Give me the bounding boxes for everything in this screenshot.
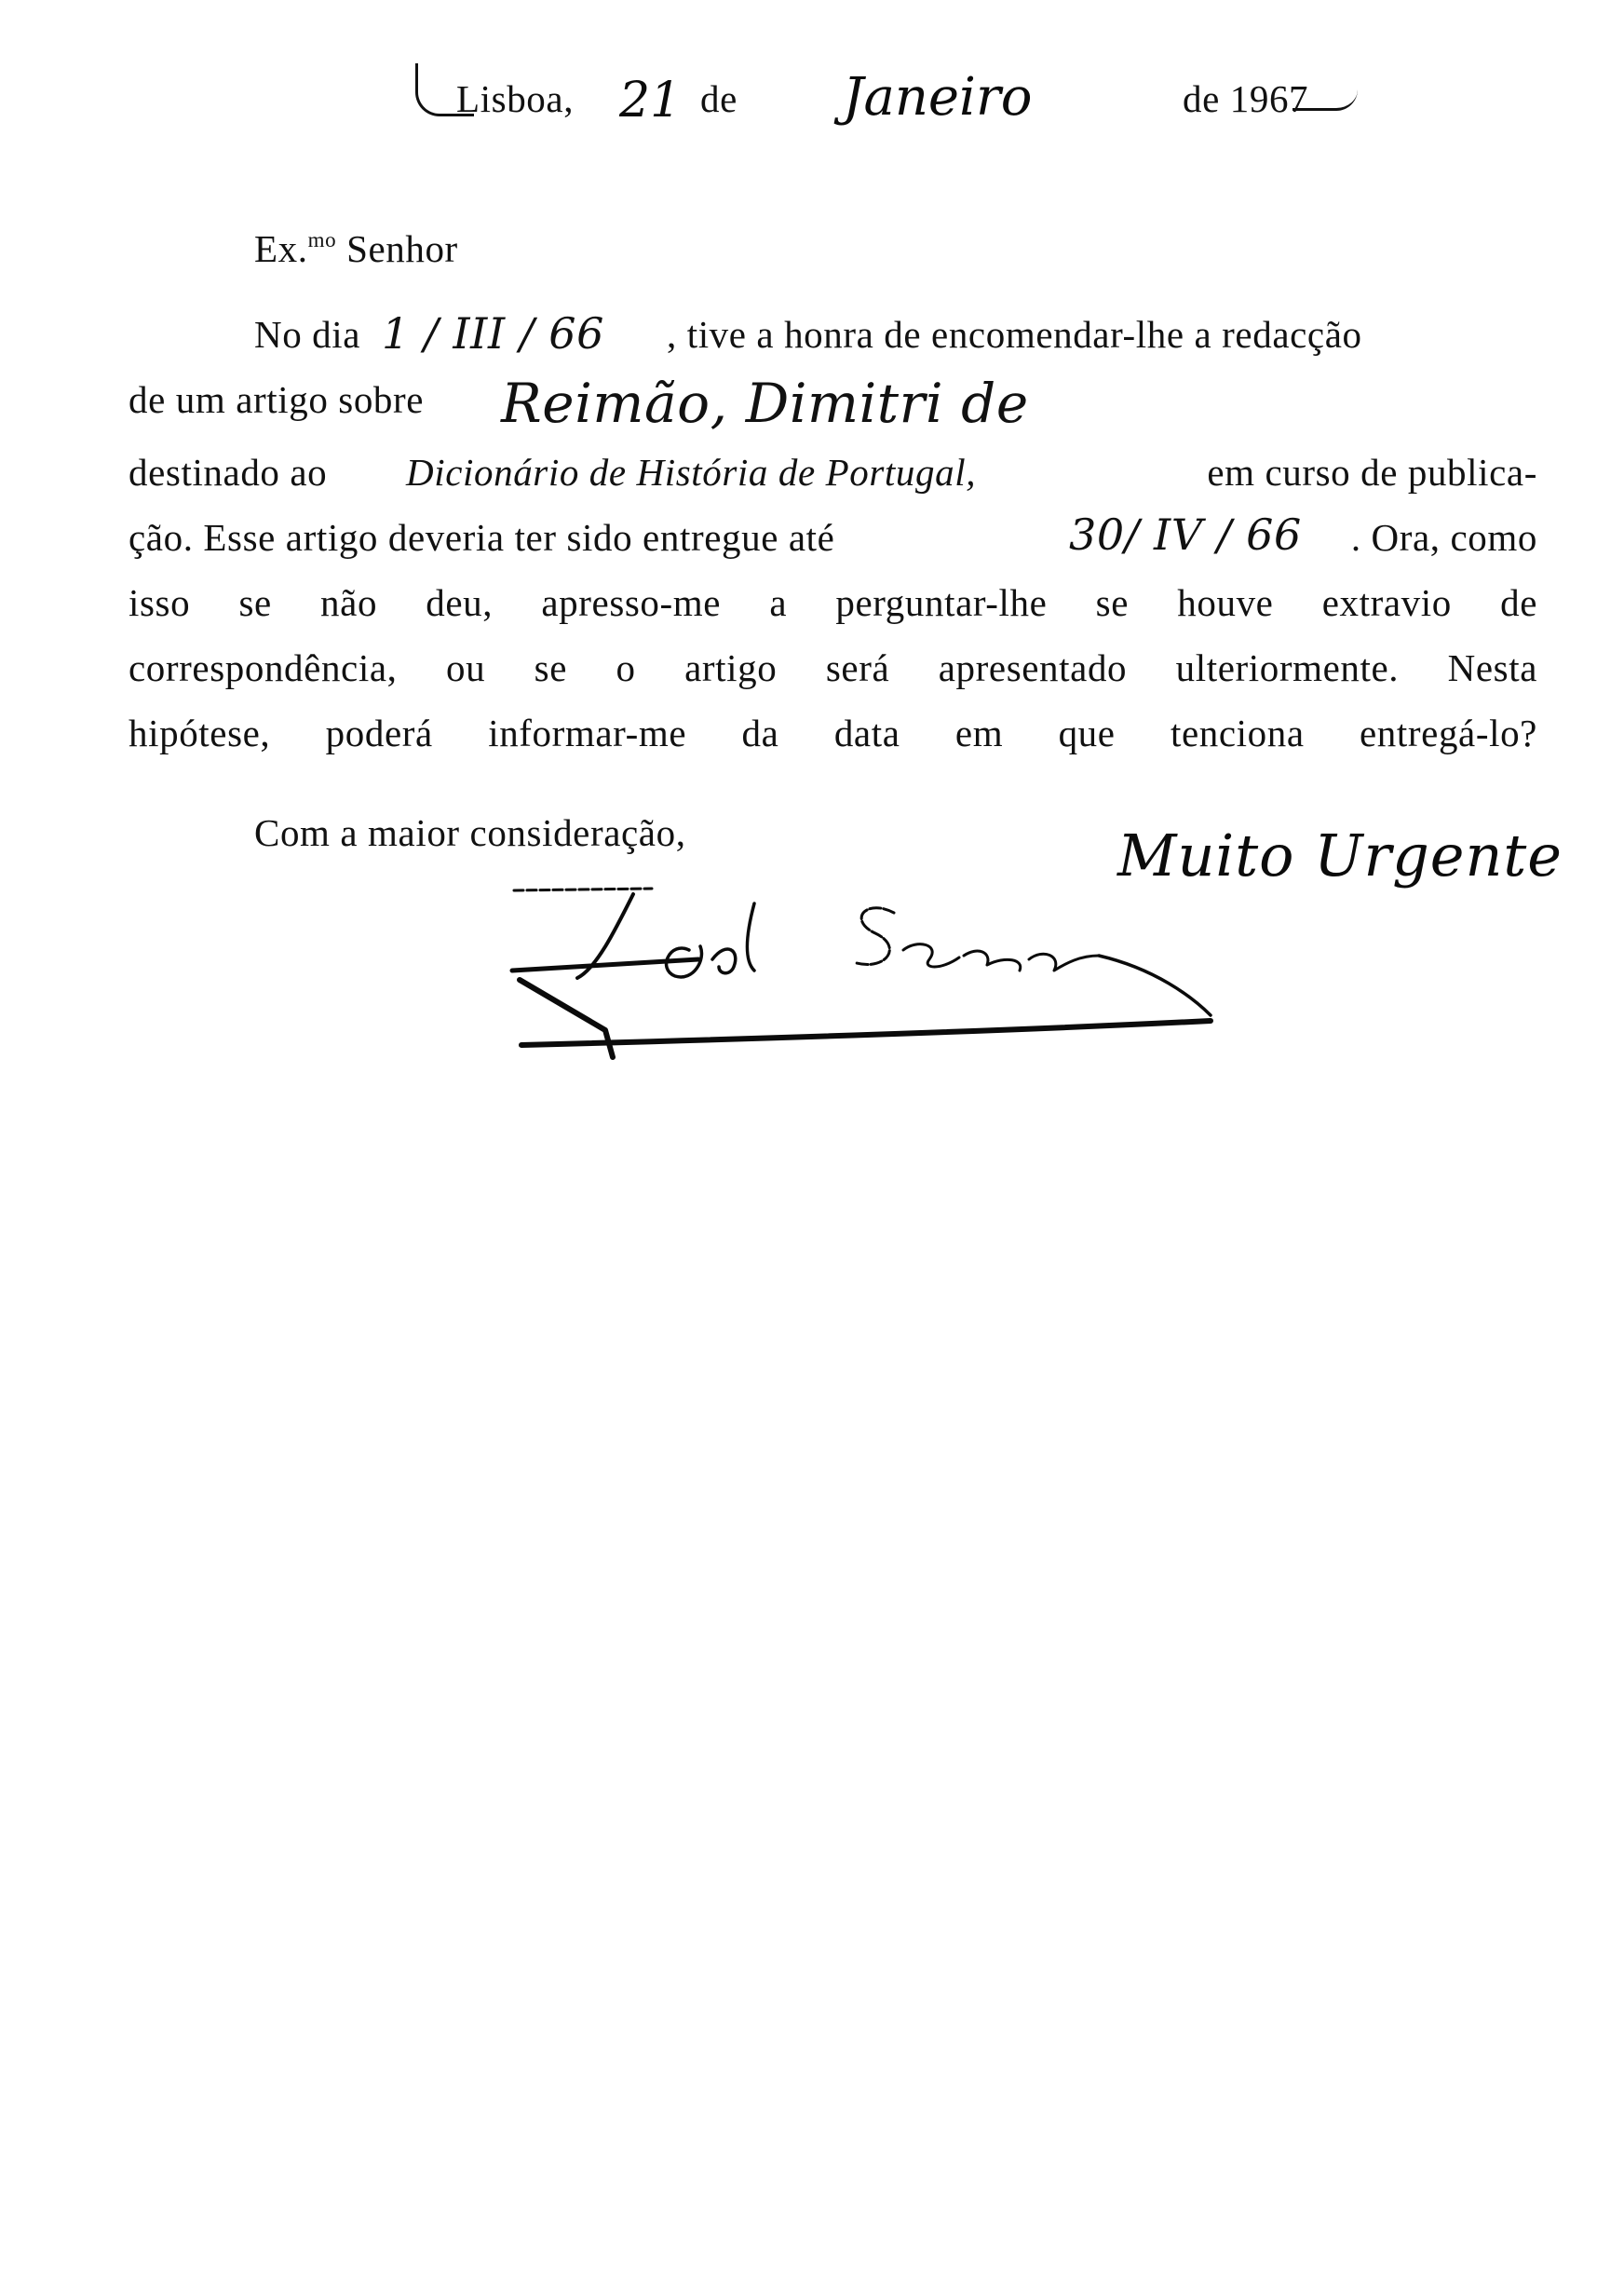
salutation-word: Senhor: [346, 227, 458, 270]
year-pen-stroke: [1292, 89, 1358, 111]
body-line-3: [129, 450, 1537, 506]
header-de: de: [700, 77, 738, 120]
body-line1-end: , tive a honra de encomendar-lhe a redacção: [667, 313, 1362, 356]
body-line3-end: em curso de publica-: [1207, 451, 1537, 494]
body-line-6: correspondência, ou se o artigo será apresentado ulteriormente. Nesta: [129, 646, 1537, 689]
header-year: de 1967: [1183, 77, 1309, 120]
salutation-prefix: Ex.: [254, 227, 308, 270]
closing-line: Com a maior consideração,: [254, 811, 686, 854]
handwritten-signature: [503, 866, 1238, 1071]
order-date-handwritten: 1 / III / 66: [382, 308, 604, 359]
header-day-handwritten: 21: [619, 73, 682, 129]
body-line2-start: de um artigo sobre: [129, 378, 425, 421]
salutation-superscript: mo: [307, 228, 337, 251]
body-line-2: [129, 372, 1537, 435]
body-line4-start: ção. Esse artigo deveria ter sido entregue até: [129, 516, 835, 559]
body-line-4: [129, 509, 1537, 571]
header-month-handwritten: Janeiro: [843, 67, 1033, 128]
body-line3-start: destinado ao: [129, 451, 328, 494]
body-line-5: isso se não deu, apresso-me a perguntar-lhe se houve extravio de: [129, 581, 1537, 624]
header-city: Lisboa,: [456, 77, 575, 120]
body-line4-end: . Ora, como: [1350, 516, 1537, 559]
article-topic-handwritten: Reimão, Dimitri de: [501, 372, 1029, 435]
urgent-annotation: Muito Urgente: [1117, 822, 1563, 889]
body-line-1: [129, 308, 1537, 368]
body-line1-start: No dia: [254, 313, 361, 356]
dictionary-title: Dicionário de História de Portugal,: [406, 451, 977, 494]
salutation: [254, 226, 458, 271]
body-line-7: hipótese, poderá informar-me da data em que tenciona entregá-lo?: [129, 712, 1537, 754]
signature-drawing: [503, 866, 1238, 1071]
due-date-handwritten: 30/ IV / 66: [1069, 509, 1302, 560]
